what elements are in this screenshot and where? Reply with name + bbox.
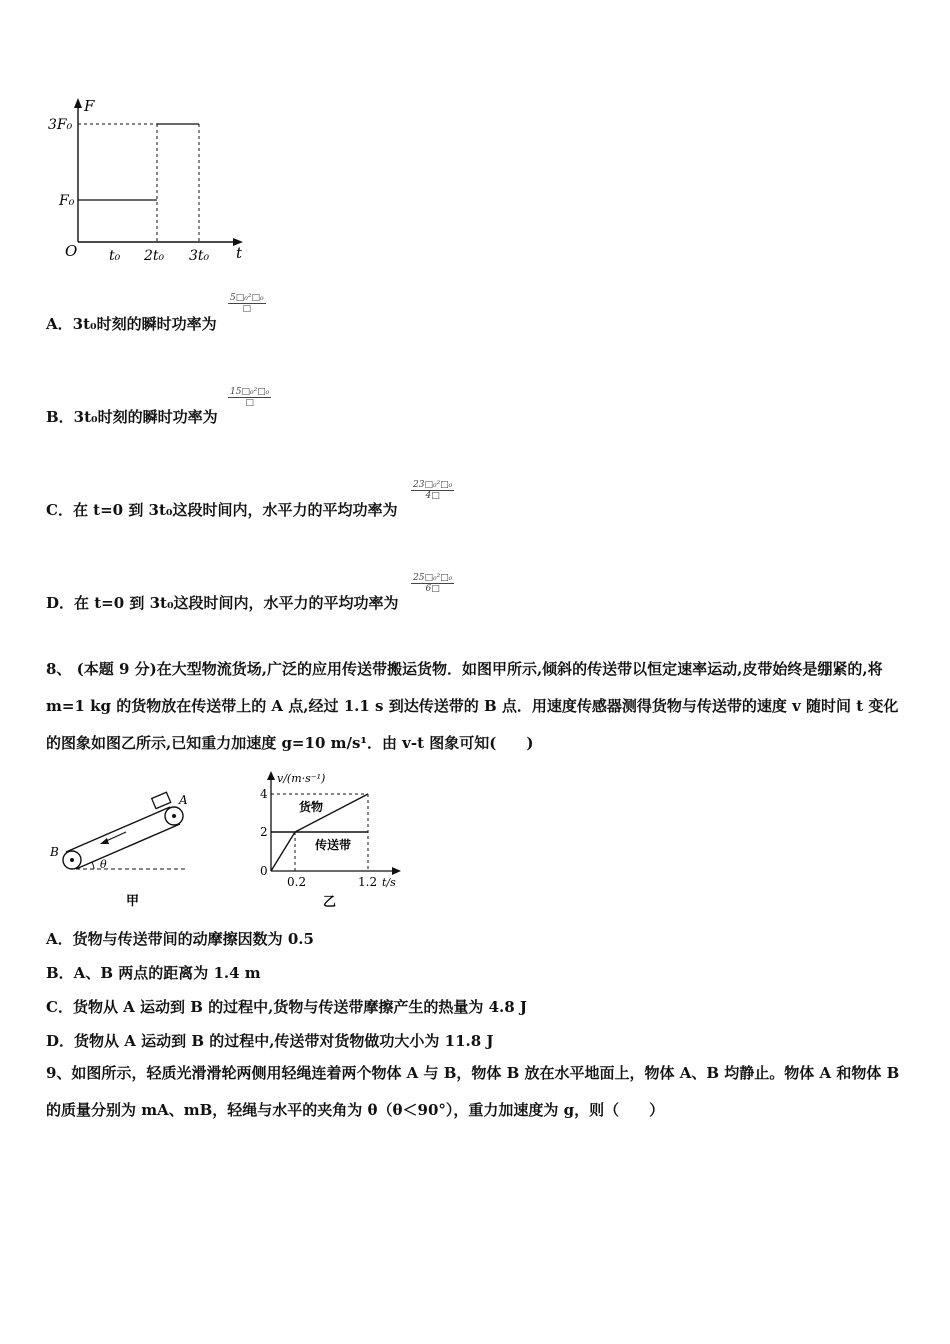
pulley-b-axle: [70, 858, 74, 862]
belt-top: [66, 807, 170, 852]
angle-arc: [92, 862, 94, 869]
label-b: B: [50, 845, 59, 859]
x-label-2t0: 2t₀: [144, 248, 165, 264]
x-label-t0: t₀: [109, 248, 121, 264]
yi-x-arrow: [392, 867, 401, 875]
q7-option-b: B．3t₀时刻的瞬时功率为: [46, 408, 218, 426]
y-axis-label: F: [84, 97, 95, 115]
q7-option-d-fraction: $\frac{\text{25□₀²□₀}}{6□}$: [413, 573, 453, 594]
conveyor-figure-jia: [46, 790, 196, 912]
yi-ylabel: v/(m·s⁻¹): [277, 772, 326, 785]
yi-label-cargo: 货物: [299, 800, 324, 814]
motion-arrowhead-icon: [100, 838, 109, 844]
label-theta: θ: [100, 858, 107, 871]
q7-option-d: D．在 t=0 到 3t₀这段时间内，水平力的平均功率为: [46, 594, 399, 612]
yi-tick-4: 4: [260, 787, 268, 801]
y-label-3f0: 3F₀: [48, 117, 73, 133]
origin-label: O: [65, 242, 78, 260]
caption-jia: 甲: [126, 894, 140, 909]
yi-tick-12: 1.2: [358, 875, 378, 889]
q8-option-a: A．货物与传送带间的动摩擦因数为 0.5: [46, 930, 314, 948]
y-axis-arrow: [74, 98, 82, 108]
q8-option-c: C．货物从 A 运动到 B 的过程中,货物与传送带摩擦产生的热量为 4.8 J: [46, 998, 528, 1016]
yi-tick-0: 0: [260, 864, 268, 878]
vt-chart-yi: [255, 768, 415, 912]
y-label-f0: F₀: [59, 193, 75, 209]
force-time-graph: [40, 95, 260, 270]
pulley-a-axle: [172, 814, 176, 818]
q8-option-d: D．货物从 A 运动到 B 的过程中,传送带对货物做功大小为 11.8 J: [46, 1032, 494, 1050]
label-a: A: [179, 793, 188, 807]
yi-y-arrow: [267, 771, 275, 780]
q7-option-a-fraction: 5□₀²□₀ □: [230, 293, 264, 314]
q7-option-a: A．3t₀时刻的瞬时功率为: [46, 315, 217, 333]
q8-option-b: B．A、B 两点的距离为 1.4 m: [46, 964, 261, 982]
yi-tick-2: 2: [260, 825, 268, 839]
yi-label-belt: 传送带: [315, 838, 352, 852]
caption-yi: 乙: [323, 895, 337, 910]
q7-option-b-fraction: 15□₀²□₀ □: [230, 387, 270, 408]
x-label-3t0: 3t₀: [189, 248, 210, 264]
q7-option-c: C．在 t=0 到 3t₀这段时间内，水平力的平均功率为: [46, 501, 398, 519]
q7-option-c-fraction: $\frac{\text{23□₀²□₀}}{4□}$: [413, 480, 453, 501]
yi-tick-02: 0.2: [287, 875, 307, 889]
cargo-box: [152, 792, 171, 808]
x-axis-label: t: [236, 244, 243, 262]
yi-xlabel: t/s: [382, 876, 396, 889]
q8-stem: 8、 (本题 9 分)在大型物流货场,广泛的应用传送带搬运货物．如图甲所示,倾斜的传送带以恒定速率运动,皮带始终是绷紧的,将 m=1 kg 的货物放在传送带上的 A 点,经过 1.1 s 到达传送带的 B 点．用速度传感器测得货物与传送带的速度 v 随时间 t 变化的图象如图乙所示,已知重力加速度 g=10 m/s¹．由 v-t 图象可知( ): [46, 660, 899, 752]
q9-stem: 9、如图所示，轻质光滑滑轮两侧用轻绳连着两个物体 A 与 B，物体 B 放在水平地面上，物体 A、B 均静止。物体 A 和物体 B 的质量分别为 mA、mB，轻绳与水平的夹角为 θ（θ＜90°），重力加速度为 g，则（ ）: [46, 1064, 900, 1119]
